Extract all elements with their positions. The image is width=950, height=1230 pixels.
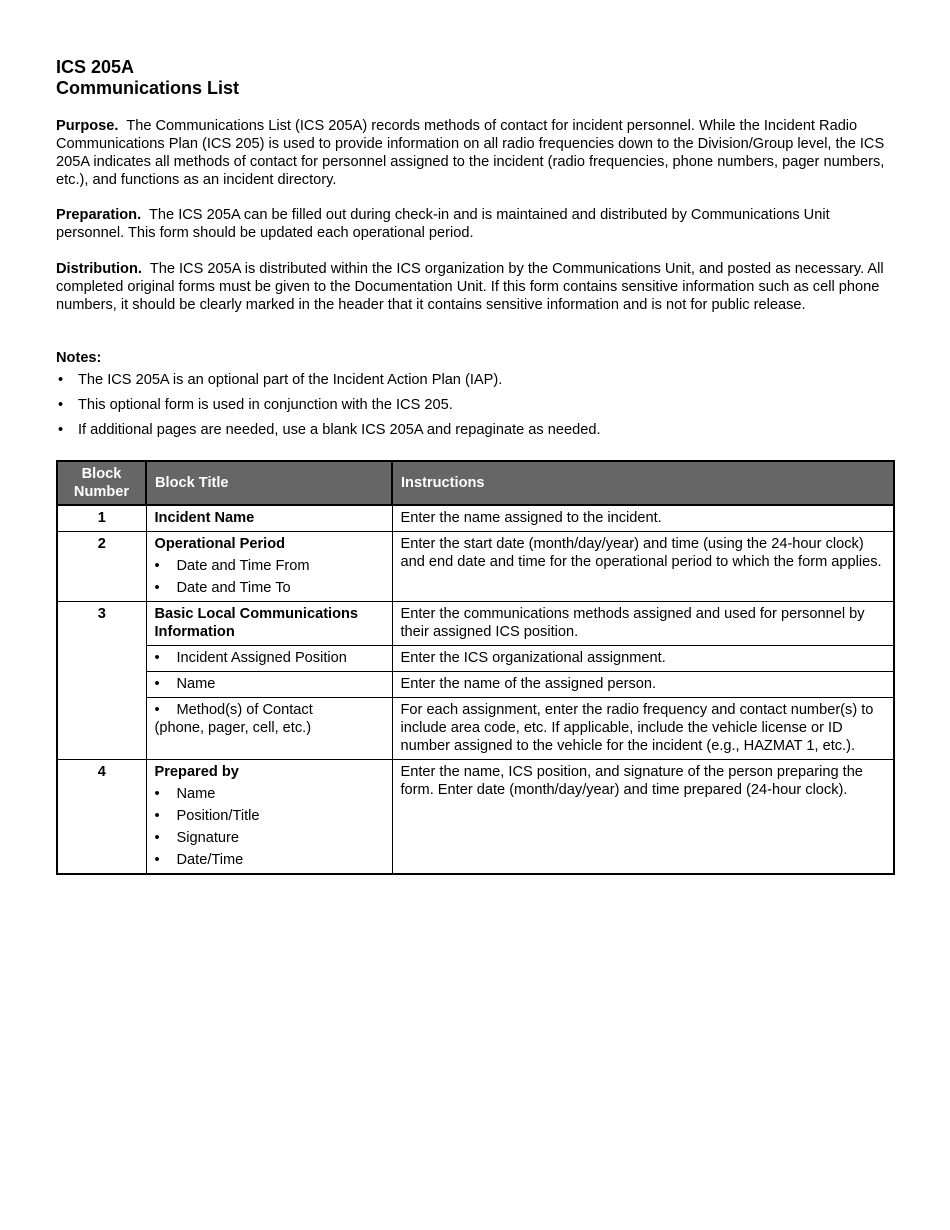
preparation-paragraph bbox=[56, 206, 896, 242]
form-id: ICS 205A bbox=[56, 57, 135, 77]
subrow-label-cell bbox=[146, 672, 392, 698]
subrow-label: • Method(s) of Contact bbox=[155, 701, 384, 719]
note-item: • If additional pages are needed, use a blank ICS 205A and repaginate as needed. bbox=[56, 421, 896, 439]
table-row bbox=[57, 760, 894, 875]
table-subrow bbox=[57, 698, 894, 760]
notes-label: Notes: bbox=[56, 350, 102, 366]
instructions-cell: Enter the ICS organizational assignment. bbox=[392, 646, 894, 672]
form-name: Communications List bbox=[56, 78, 240, 98]
subrow-label: • Incident Assigned Position bbox=[155, 649, 384, 667]
subrow-label: • Name bbox=[155, 675, 384, 693]
subrow-label-cell bbox=[146, 698, 392, 760]
subitem: • Date/Time bbox=[155, 851, 384, 869]
block-number-cell: 2 bbox=[57, 532, 146, 602]
block-subitems bbox=[155, 785, 384, 869]
instructions-table bbox=[56, 460, 895, 875]
instructions-cell: For each assignment, enter the radio frequency and contact number(s) to include area code, etc. If applicable, include the vehicle license or ID number assigned to the vehicle for the incident (e.g., HAZMAT 1, etc.). bbox=[392, 698, 894, 760]
subitem: • Name bbox=[155, 785, 384, 803]
block-title-cell bbox=[146, 760, 392, 875]
purpose-label: Purpose. bbox=[56, 118, 119, 134]
block-subitems bbox=[155, 557, 384, 597]
table-row bbox=[57, 532, 894, 602]
block-number-cell: 4 bbox=[57, 760, 146, 875]
purpose-paragraph bbox=[56, 117, 896, 189]
subitem: • Date and Time From bbox=[155, 557, 384, 575]
block-number-cell: 3 bbox=[57, 602, 146, 760]
note-item: • The ICS 205A is an optional part of the Incident Action Plan (IAP). bbox=[56, 371, 896, 389]
table-subrow bbox=[57, 672, 894, 698]
table-header-row bbox=[57, 461, 894, 505]
notes-list bbox=[56, 371, 896, 446]
header-block-title: Block Title bbox=[146, 461, 392, 505]
block-title: Prepared by bbox=[154, 764, 239, 780]
block-title: Operational Period bbox=[154, 536, 286, 552]
subitem: • Date and Time To bbox=[155, 579, 384, 597]
preparation-label: Preparation. bbox=[56, 207, 142, 223]
header-instructions: Instructions bbox=[392, 461, 894, 505]
block-title-cell bbox=[146, 532, 392, 602]
preparation-text: The ICS 205A can be filled out during check-in and is maintained and distributed by Communications Unit personnel. This form should be updated each operational period. bbox=[56, 207, 830, 241]
header-block-number: Block Number bbox=[57, 461, 146, 505]
subitem: • Position/Title bbox=[155, 807, 384, 825]
note-item: • This optional form is used in conjunction with the ICS 205. bbox=[56, 396, 896, 414]
subrow-label-cell bbox=[146, 646, 392, 672]
instructions-cell: Enter the name, ICS position, and signature of the person preparing the form. Enter date (month/day/year) and time prepared (24-hour clock). bbox=[392, 760, 894, 875]
subitem: • Signature bbox=[155, 829, 384, 847]
distribution-paragraph bbox=[56, 260, 896, 314]
instructions-cell: Enter the start date (month/day/year) and time (using the 24-hour clock) and end date and time for the operational period to which the form applies. bbox=[392, 532, 894, 602]
subrow-label-note: (phone, pager, cell, etc.) bbox=[154, 720, 312, 736]
block-title-cell: Incident Name bbox=[146, 505, 392, 532]
table-subrow bbox=[57, 646, 894, 672]
distribution-label: Distribution. bbox=[56, 261, 142, 277]
document-title bbox=[56, 57, 239, 99]
block-title-cell: Basic Local Communications Information bbox=[146, 602, 392, 646]
table-row bbox=[57, 602, 894, 646]
purpose-text: The Communications List (ICS 205A) records methods of contact for incident personnel. While the Incident Radio Communications Plan (ICS 205) is used to provide information on all radio frequencies down to the Division/Group level, the ICS 205A indicates all methods of contact for personnel assigned to the incident (radio frequencies, phone numbers, pager numbers, etc.), and functions as an incident directory. bbox=[56, 118, 885, 188]
distribution-text: The ICS 205A is distributed within the ICS organization by the Communications Unit, and posted as necessary. All completed original forms must be given to the Documentation Unit. If this form contains sensitive information such as cell phone numbers, it should be clearly marked in the header that it contains sensitive information and is not for public release. bbox=[56, 261, 884, 313]
table-row bbox=[57, 505, 894, 532]
instructions-cell: Enter the name assigned to the incident. bbox=[392, 505, 894, 532]
block-number-cell: 1 bbox=[57, 505, 146, 532]
instructions-cell: Enter the name of the assigned person. bbox=[392, 672, 894, 698]
instructions-cell: Enter the communications methods assigned and used for personnel by their assigned ICS position. bbox=[392, 602, 894, 646]
